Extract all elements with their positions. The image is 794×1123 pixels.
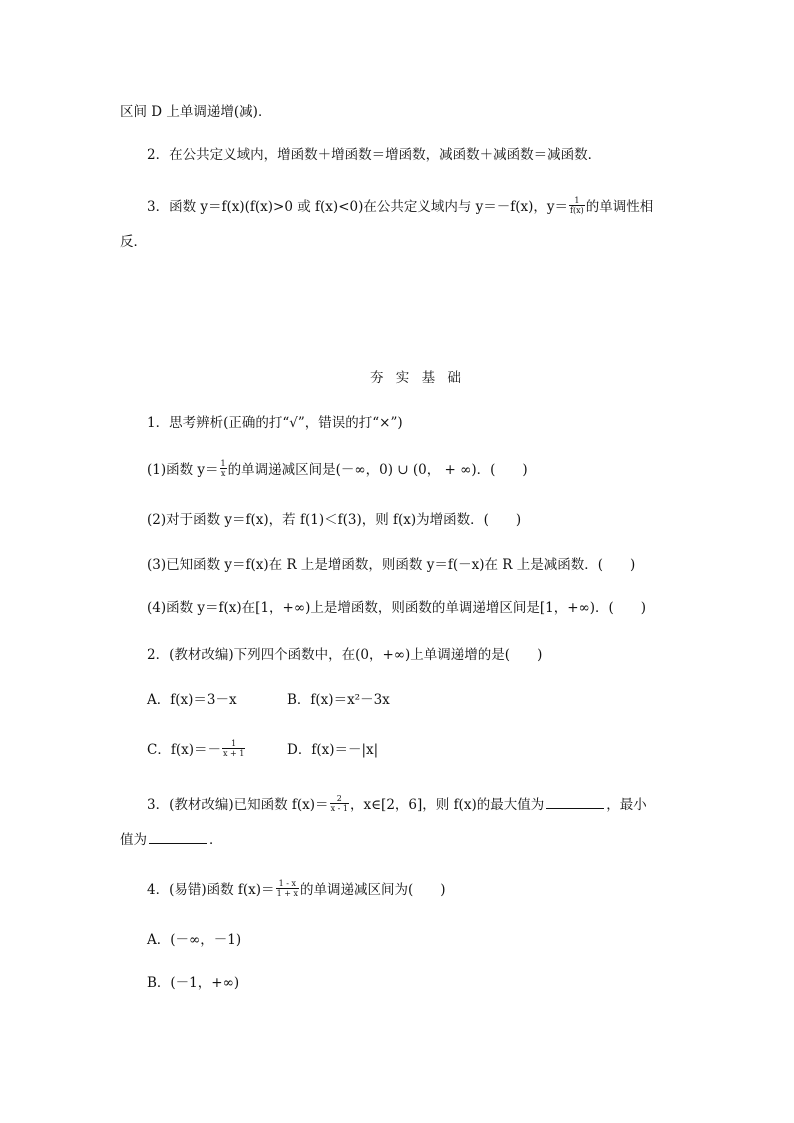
fraction-denominator: f(x) (570, 206, 584, 215)
answer-blank-min[interactable] (149, 831, 207, 844)
question-4-option-b: B．(－1，+∞) (147, 975, 240, 991)
fraction-denominator: x + 1 (222, 749, 245, 758)
fraction-numerator: 1 (569, 196, 585, 206)
question-4-fraction (276, 879, 299, 898)
question-4-stem (147, 880, 446, 900)
question-2-stem: 2．(教材改编)下列四个函数中，在(0，+∞)上单调递增的是( ) (147, 647, 543, 663)
question-1-item-2: (2)对于函数 y＝f(x)，若 f(1)＜f(3)，则 f(x)为增函数．( ) (147, 512, 522, 528)
property-3-text-a: 3．函数 y＝f(x)(f(x)>0 或 f(x)<0)在公共定义域内与 y＝－f(x)，y＝ (147, 199, 569, 215)
question-4-text-b: 的单调递减区间为( ) (299, 882, 446, 898)
fraction-denominator: x (220, 469, 226, 478)
fraction-numerator: 1 (220, 459, 226, 468)
fraction-denominator: x - 1 (330, 804, 348, 813)
question-3-text-b: ，x∈[2，6]，则 f(x)的最大值为 (349, 797, 545, 813)
question-3-text-e: ． (209, 832, 223, 848)
question-1-item-1 (147, 460, 528, 480)
fraction-denominator: 1 + x (276, 889, 298, 898)
property-3-text-b: 的单调性相 (585, 199, 654, 215)
option-c-fraction (222, 739, 245, 758)
question-3-text-d: 值为 (120, 832, 147, 848)
question-1-item-3: (3)已知函数 y＝f(x)在 R 上是增函数，则函数 y＝f(－x)在 R 上是减函数．( ) (147, 557, 636, 573)
item-1-text-a: (1)函数 y＝ (147, 462, 219, 478)
fraction-numerator: 2 (330, 794, 349, 804)
option-a: A．f(x)＝3－x (147, 692, 237, 708)
question-3-text-a: 3．(教材改编)已知函数 f(x)＝ (147, 797, 329, 813)
fraction-numerator: 1 - x (276, 879, 299, 889)
question-3-fraction (330, 794, 349, 813)
property-3-fraction (569, 196, 585, 215)
item-1-text-b: 的单调递减区间是(－∞，0) ∪ (0， + ∞)．( ) (227, 462, 528, 478)
question-3-text-c: ，最小 (606, 797, 647, 813)
property-3-continued: 反． (120, 234, 147, 250)
option-b: B．f(x)＝x²－3x (287, 692, 390, 708)
property-1-continued: 区间 D 上单调递增(减)． (120, 104, 272, 120)
property-3 (147, 197, 653, 217)
section-title: 夯 实 基 础 (370, 370, 465, 386)
option-c-text: C．f(x)＝－ (147, 742, 221, 758)
option-d: D．f(x)＝－|x| (287, 742, 379, 758)
fraction-numerator: 1 (222, 739, 245, 749)
question-1-stem: 1．思考辨析(正确的打“√”，错误的打“×”) (147, 415, 403, 431)
question-4-text-a: 4．(易错)函数 f(x)＝ (147, 882, 275, 898)
question-4-option-a: A．(－∞，－1) (147, 932, 242, 948)
question-1-item-4: (4)函数 y＝f(x)在[1，+∞)上是增函数，则函数的单调递增区间是[1，+∞)．( ) (147, 600, 647, 616)
answer-blank-max[interactable] (546, 796, 604, 809)
property-2: 2．在公共定义域内，增函数＋增函数＝增函数，减函数＋减函数＝减函数． (147, 147, 602, 163)
question-3-line-1 (147, 795, 647, 815)
item-1-fraction (220, 459, 227, 478)
option-c (147, 740, 246, 760)
question-3-line-2 (120, 830, 223, 850)
